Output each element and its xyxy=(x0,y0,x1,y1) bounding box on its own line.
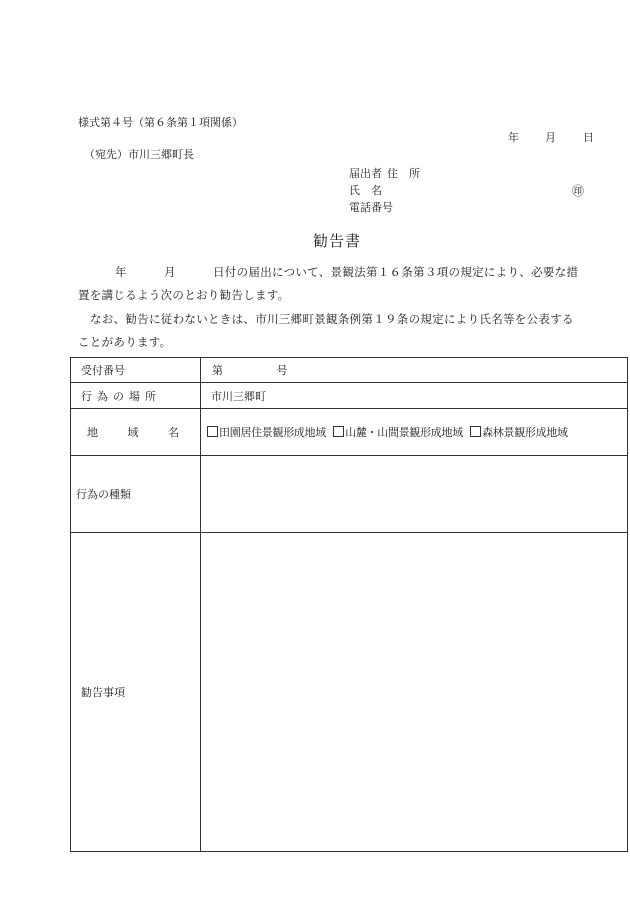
area-name-label-cell xyxy=(71,409,201,456)
area-option-forest[interactable] xyxy=(470,426,568,439)
area-option-foothill[interactable] xyxy=(333,426,463,439)
checkbox-icon[interactable] xyxy=(207,426,218,437)
table-row xyxy=(71,383,628,409)
body-month-label: 月 xyxy=(164,265,176,279)
applicant-label: 届出者 xyxy=(349,167,382,180)
name-label: 氏 名 xyxy=(349,184,382,197)
area-options-cell xyxy=(201,409,628,456)
recommendation-table xyxy=(70,357,628,852)
recommendation-items-field[interactable] xyxy=(201,533,628,852)
checkbox-icon[interactable] xyxy=(470,426,481,437)
address-label: 住 所 xyxy=(387,167,420,180)
table-row xyxy=(71,358,628,383)
action-location-label: 行為の場所 xyxy=(71,383,201,409)
area-label-a: 地 xyxy=(87,426,98,439)
action-type-field[interactable] xyxy=(201,456,628,533)
date-day-label: 日 xyxy=(583,131,594,144)
area-option-foothill-label: 山麓・山間景観形成地域 xyxy=(345,426,463,439)
date-year-label: 年 xyxy=(508,131,519,144)
seal-mark: ㊞ xyxy=(572,184,585,198)
table-row xyxy=(71,533,628,852)
receipt-number-label: 受付番号 xyxy=(71,358,201,383)
area-option-forest-label: 森林景観形成地域 xyxy=(482,426,568,439)
area-option-rural[interactable] xyxy=(207,426,326,439)
body-line-2: 置を講じるよう次のとおり勧告します。 xyxy=(78,288,290,302)
action-type-label: 行為の種類 xyxy=(71,456,201,533)
date-month-label: 月 xyxy=(545,131,556,144)
receipt-number-cell xyxy=(201,358,628,383)
body-line-1: 日付の届出について、景観法第１６条第３項の規定により、必要な措 xyxy=(213,265,579,279)
area-option-rural-label: 田園居住景観形成地域 xyxy=(219,426,326,439)
area-label-c: 名 xyxy=(168,426,179,439)
action-location-value: 市川三郷町 xyxy=(201,383,628,409)
checkbox-icon[interactable] xyxy=(333,426,344,437)
form-number-label: 様式第４号（第６条第１項関係） xyxy=(78,116,243,129)
recommendation-items-label: 勧告事項 xyxy=(71,533,201,852)
body-year-label: 年 xyxy=(115,265,127,279)
document-title: 勧告書 xyxy=(313,232,362,250)
receipt-number-prefix: 第 xyxy=(212,364,223,377)
body-line-3: なお、勧告に従わないときは、市川三郷町景観条例第１９条の規定により氏名等を公表する xyxy=(90,312,574,326)
table-row xyxy=(71,409,628,456)
phone-label: 電話番号 xyxy=(349,201,393,214)
table-row xyxy=(71,456,628,533)
addressee: （宛先）市川三郷町長 xyxy=(84,148,194,161)
receipt-number-suffix: 号 xyxy=(276,364,288,377)
body-line-4: ことがあります。 xyxy=(78,335,172,349)
area-label-b: 域 xyxy=(127,426,139,439)
